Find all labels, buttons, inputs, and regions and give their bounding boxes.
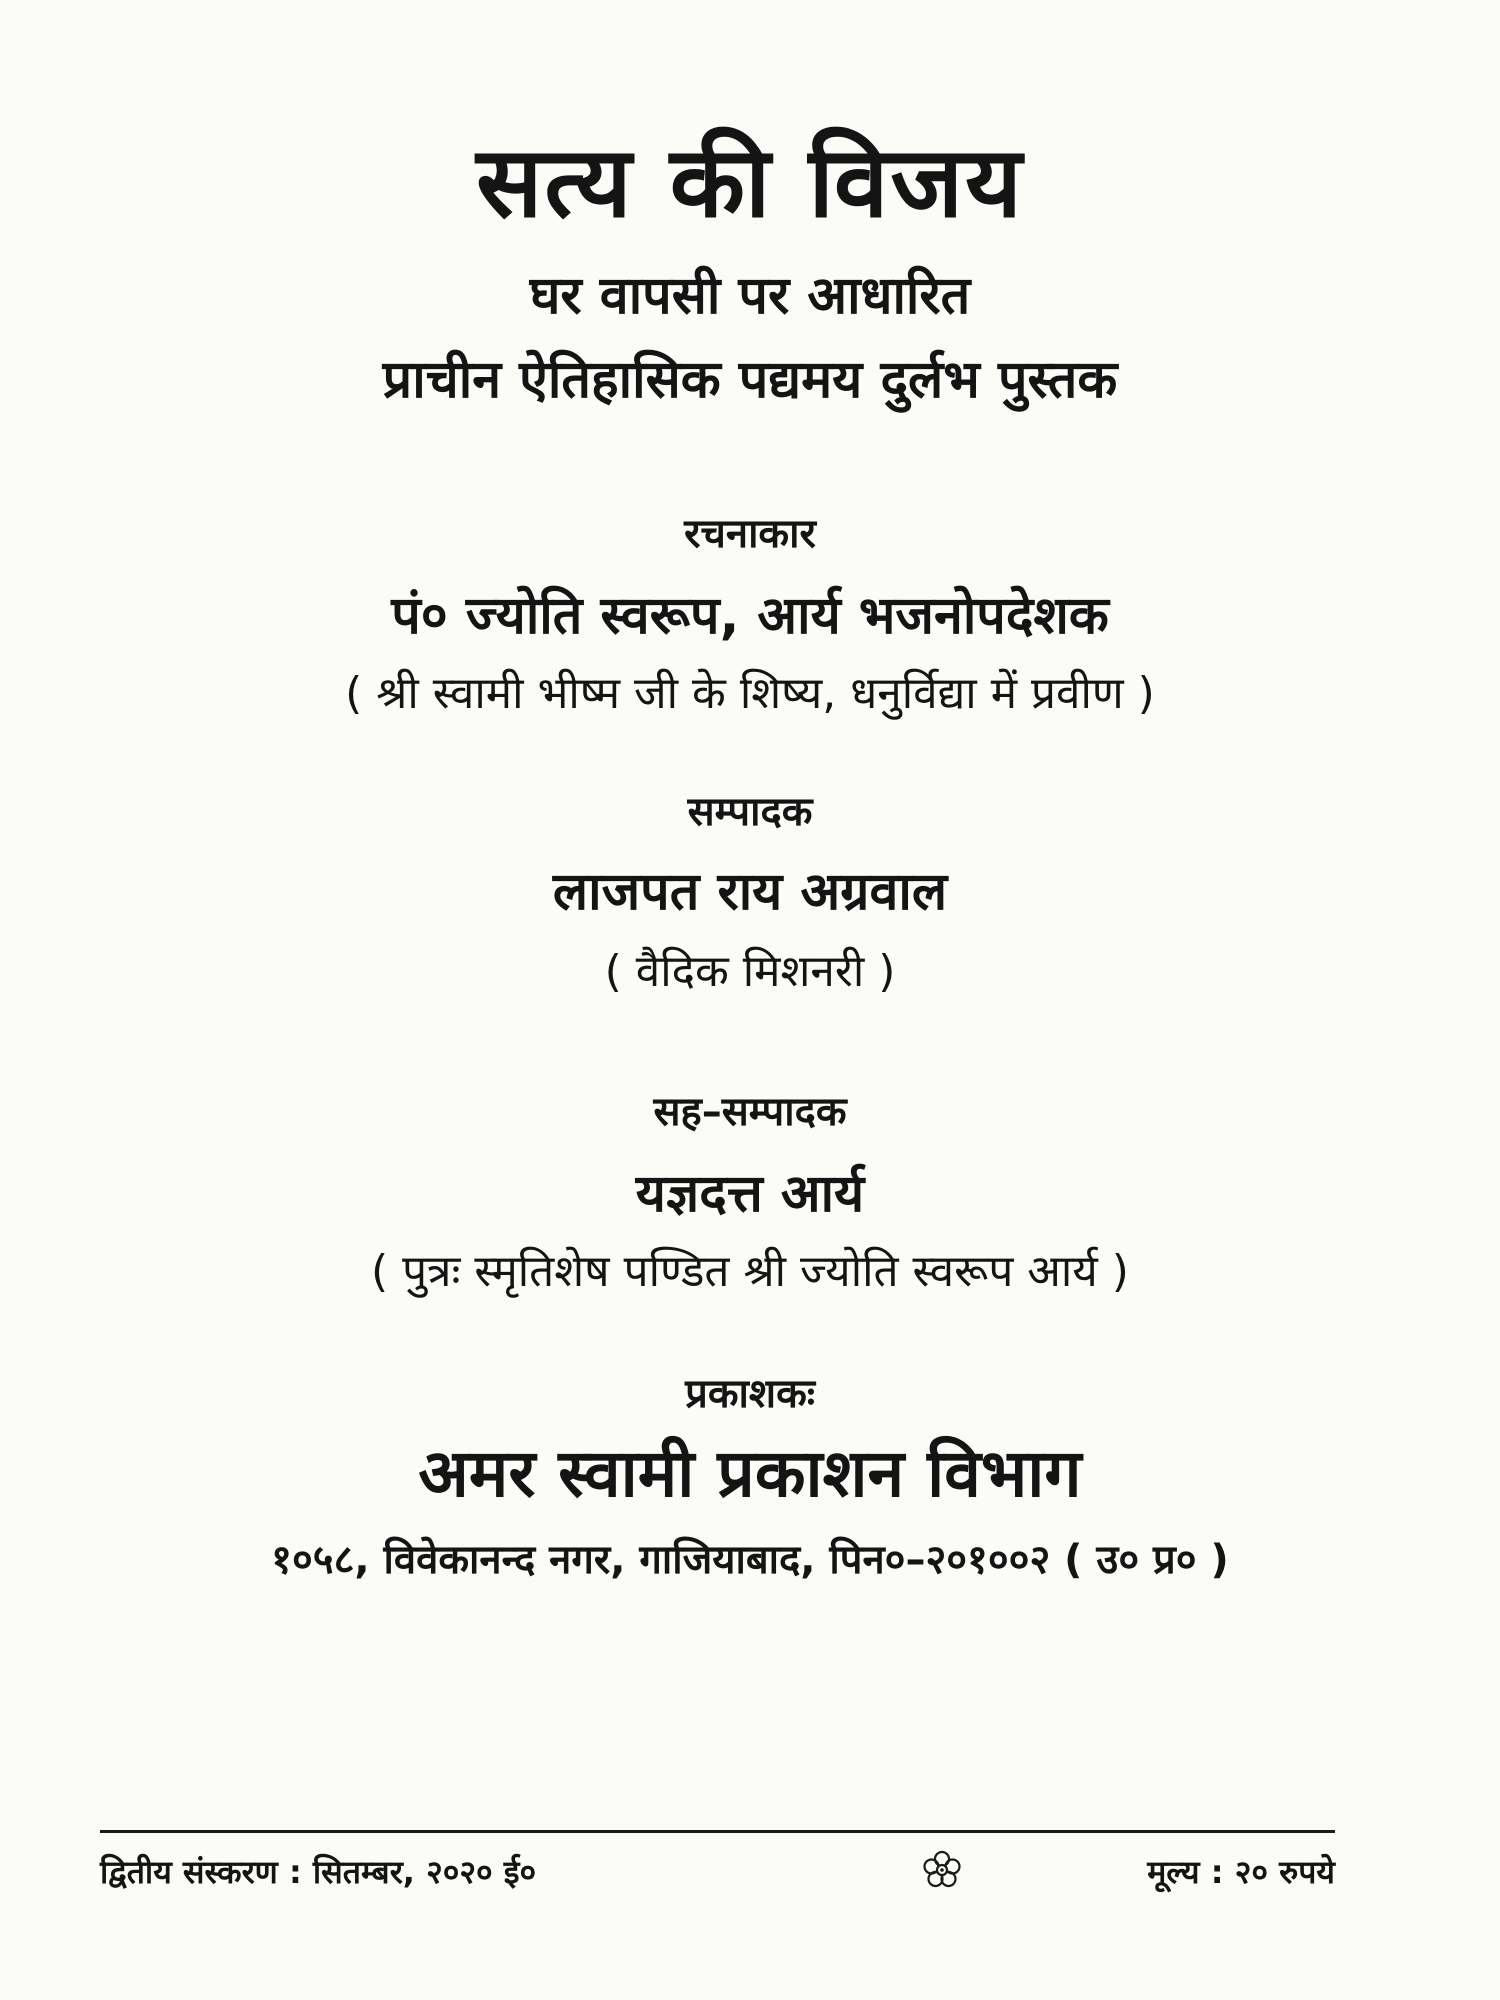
footer [100, 1850, 1335, 1910]
publisher-address: १०५८, विवेकानन्द नगर, गाजियाबाद, पिन०–२०१००२ ( उ० प्र० ) [271, 1537, 1229, 1583]
publisher-label: प्रकाशकः [685, 1371, 815, 1417]
coeditor-note: ( पुत्रः स्मृतिशेष पण्डित श्री ज्योति स्वरूप आर्य ) [371, 1246, 1129, 1297]
subtitle-line-2: प्राचीन ऐतिहासिक पद्यमय दुर्लभ पुस्तक [382, 350, 1118, 410]
book-title: सत्य की विजय [476, 126, 1024, 240]
price-info: मूल्य : २० रुपये [1147, 1853, 1335, 1891]
publisher-name: अमर स्वामी प्रकाशन विभाग [418, 1435, 1082, 1512]
author-note: ( श्री स्वामी भीष्म जी के शिष्य, धनुर्विद्या में प्रवीण ) [345, 668, 1155, 719]
coeditor-label: सह–सम्पादक [653, 1089, 847, 1135]
author-label: रचनाकार [684, 511, 816, 557]
editor-note: ( वैदिक मिशनरी ) [604, 946, 896, 997]
author-name: पं० ज्योति स्वरूप, आर्य भजनोपदेशक [391, 586, 1109, 646]
footer-divider [100, 1830, 1335, 1833]
flower-ornament-icon [920, 1848, 964, 1892]
coeditor-name: यज्ञदत्त आर्य [635, 1164, 865, 1224]
edition-info: द्वितीय संस्करण : सितम्बर, २०२० ई० [100, 1853, 537, 1891]
editor-label: सम्पादक [687, 789, 813, 835]
editor-name: लाजपत राय अग्रवाल [552, 862, 948, 922]
subtitle-line-1: घर वापसी पर आधारित [529, 266, 971, 326]
